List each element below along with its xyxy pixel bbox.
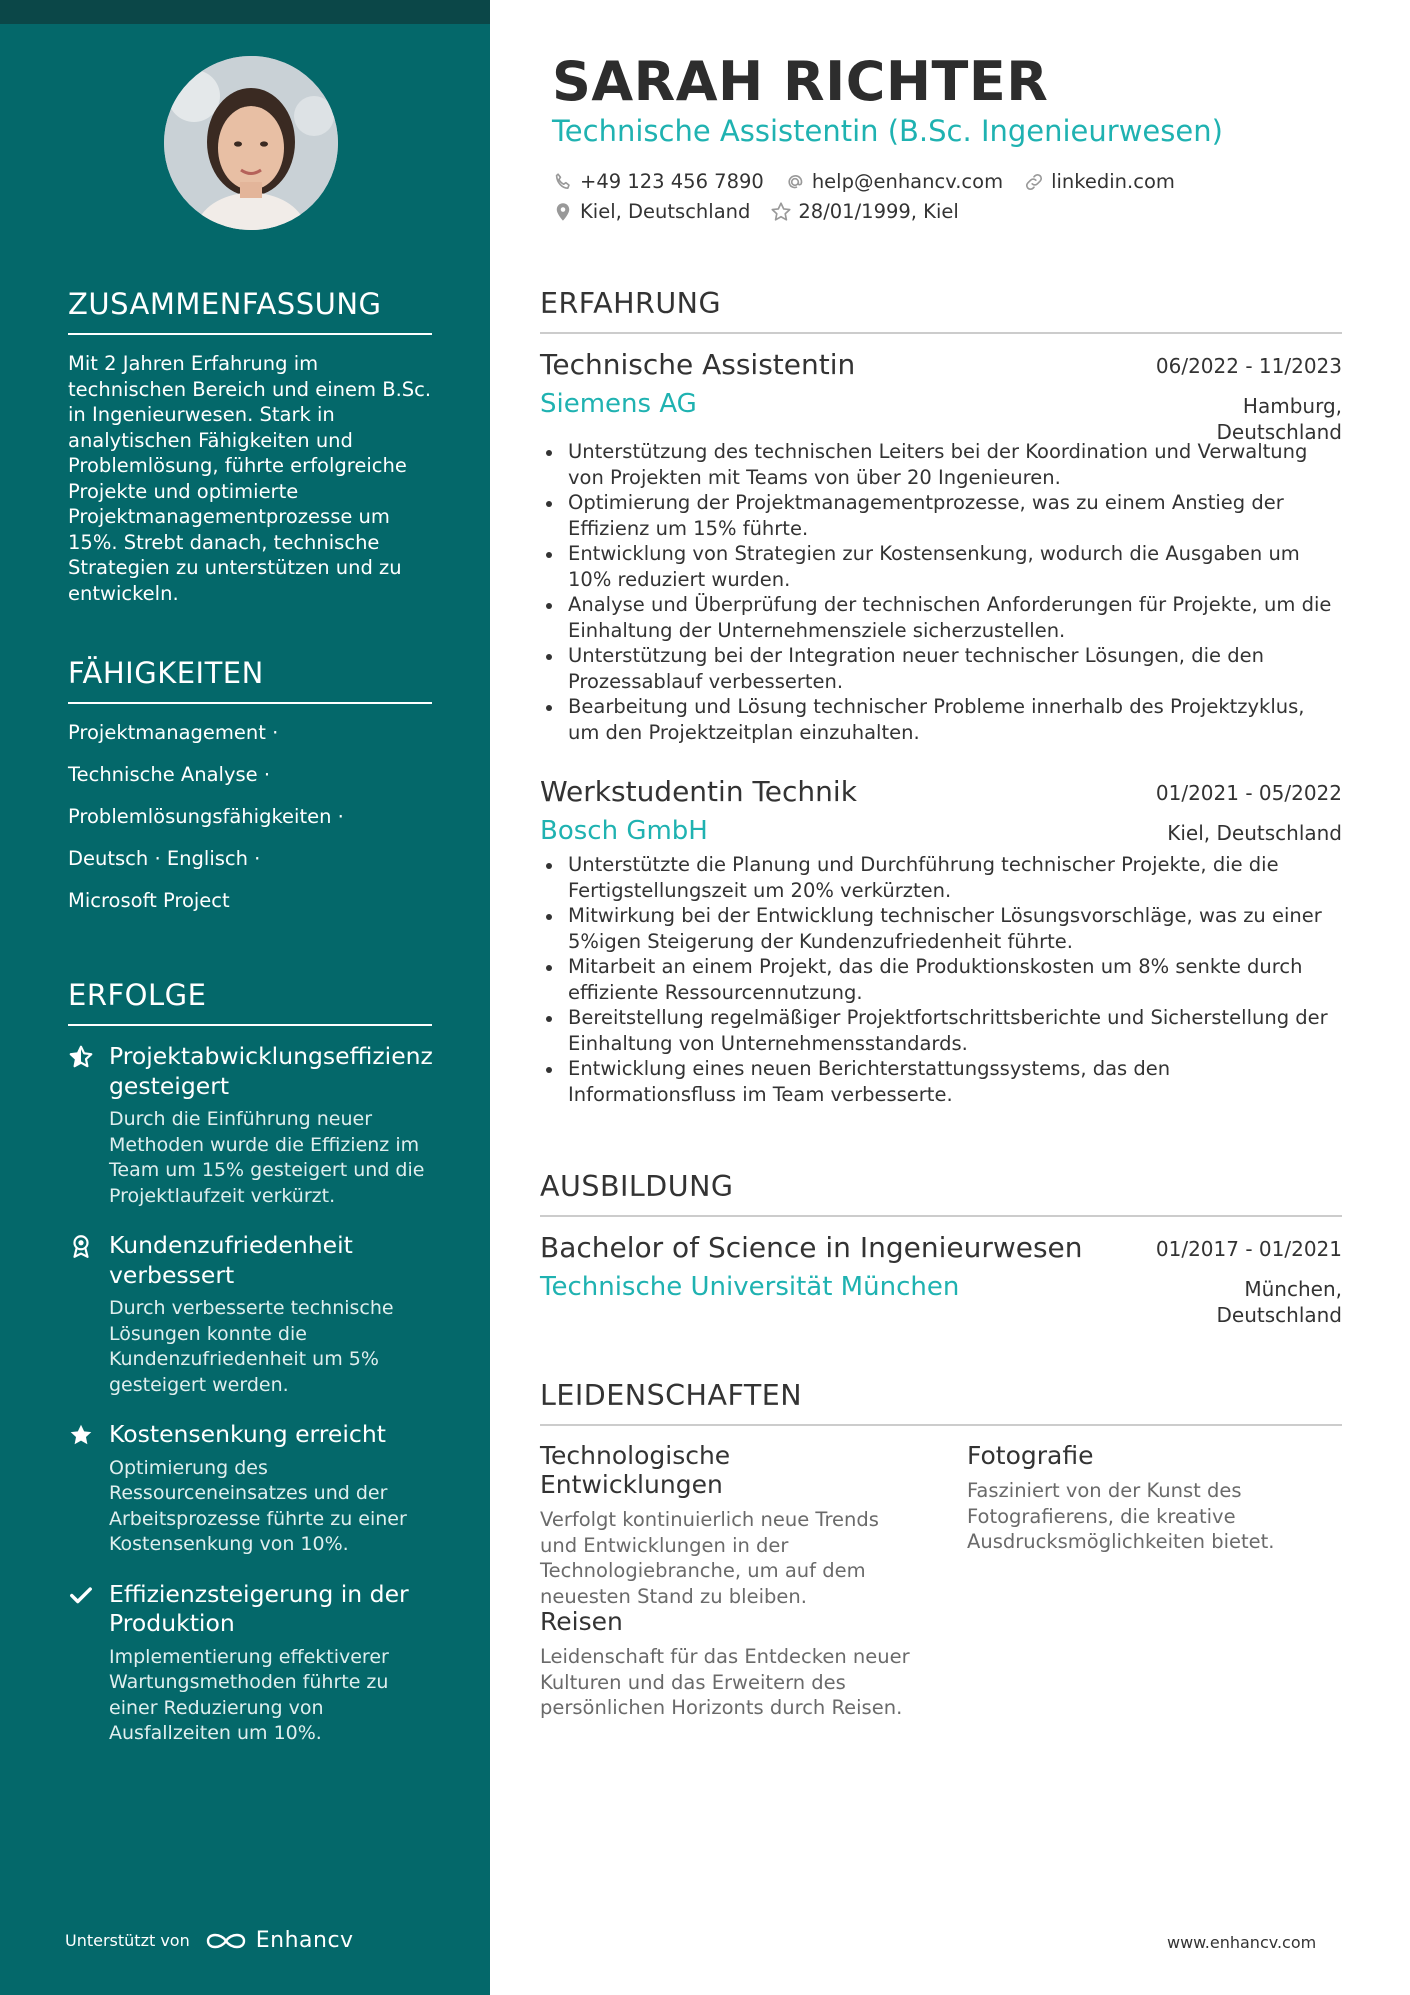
achievement-desc: Durch die Einführung neuer Methoden wurde die Effizienz im Team um 15% gesteigert und die Projektlaufzeit verkürzt. — [109, 1108, 425, 1207]
job-bullet: Mitarbeit an einem Projekt, das die Produktionskosten um 8% senkte durch effiziente Ressourcennutzung. — [540, 954, 1342, 1005]
skills-heading: FÄHIGKEITEN — [68, 656, 432, 704]
email-text: help@enhancv.com — [811, 170, 1004, 193]
phone-text: +49 123 456 7890 — [580, 170, 764, 193]
education-entry — [540, 1231, 1342, 1327]
job-title: Werkstudentin Technik — [540, 775, 857, 808]
job-bullets — [540, 439, 1342, 745]
job-date: 06/2022 - 11/2023 — [1155, 354, 1342, 378]
at-sign-icon — [784, 171, 806, 193]
achievements-heading: ERFOLGE — [68, 978, 432, 1026]
birth-text: 28/01/1999, Kiel — [798, 200, 959, 223]
job-location — [1217, 394, 1343, 445]
location-pin-icon — [552, 201, 574, 223]
achievements-list — [68, 1042, 432, 1747]
experience-entry — [540, 775, 1342, 1107]
job-location-line: Kiel, Deutschland — [1167, 821, 1342, 845]
skills-section — [68, 656, 432, 930]
star-icon — [68, 1422, 94, 1448]
skill-item: Technische Analyse · — [68, 763, 271, 786]
achievement-title: Effizienzsteigerung in der Produktion — [109, 1579, 409, 1637]
star-half-icon — [68, 1044, 94, 1070]
skills-list — [68, 720, 432, 930]
powered-by-label: Unterstützt von — [65, 1931, 190, 1950]
passion-title: Technologische Entwicklungen — [540, 1441, 731, 1499]
achievement-title: Kundenzufriedenheit verbessert — [109, 1231, 353, 1289]
summary-section — [68, 287, 432, 606]
skill-item: Problemlösungsfähigkeiten · — [68, 805, 344, 828]
skill-item: Projektmanagement · — [68, 721, 279, 744]
education-section — [540, 1170, 1342, 1327]
job-company: Bosch GmbH — [540, 816, 708, 846]
education-date: 01/2017 - 01/2021 — [1155, 1237, 1342, 1261]
job-bullet: Bearbeitung und Lösung technischer Probleme innerhalb des Projektzyklus, um den Projektzeitplan einzuhalten. — [540, 694, 1342, 745]
degree-title: Bachelor of Science in Ingenieurwesen — [540, 1231, 1083, 1264]
job-bullet: Bereitstellung regelmäßiger Projektfortschrittsberichte und Sicherstellung der Einhaltung von Unternehmensstandards. — [540, 1005, 1342, 1056]
school-name: Technische Universität München — [540, 1272, 960, 1302]
job-location-line: Deutschland — [1216, 419, 1342, 444]
award-ribbon-icon — [68, 1233, 94, 1259]
checkmark-icon — [68, 1582, 94, 1608]
experience-entry — [540, 348, 1342, 745]
achievement-item — [68, 1580, 432, 1747]
linkedin-contact[interactable] — [1023, 170, 1175, 193]
education-location-line: Deutschland — [1216, 1302, 1342, 1327]
passion-desc: Fasziniert von der Kunst des Fotografierens, die kreative Ausdrucksmöglichkeiten bietet. — [967, 1479, 1275, 1553]
achievements-section — [68, 978, 432, 1769]
passion-desc: Leidenschaft für das Entdecken neuer Kulturen und das Erweitern des persönlichen Horizonts durch Reisen. — [540, 1645, 910, 1719]
achievement-desc: Implementierung effektiverer Wartungsmethoden führte zu einer Reduzierung von Ausfallzeiten um 10%. — [109, 1645, 389, 1744]
passion-title: Fotografie — [967, 1441, 1094, 1470]
phone-icon — [552, 171, 574, 193]
job-company: Siemens AG — [540, 389, 697, 419]
job-location — [1167, 821, 1342, 847]
passions-section — [540, 1379, 1342, 1426]
achievement-desc: Durch verbesserte technische Lösungen konnte die Kundenzufriedenheit um 5% gesteigert werden. — [109, 1297, 394, 1396]
linkedin-text: linkedin.com — [1051, 170, 1175, 193]
contact-row-2 — [552, 200, 979, 223]
achievement-title: Projektabwicklungseffizienz gesteigert — [109, 1042, 433, 1100]
passion-title: Reisen — [540, 1607, 623, 1636]
job-bullet: Entwicklung eines neuen Berichterstattungssystems, das den Informationsfluss im Team verbesserte. — [540, 1056, 1342, 1107]
enhancv-logo-icon — [204, 1929, 248, 1953]
achievement-item — [68, 1042, 432, 1209]
passion-item — [540, 1607, 910, 1721]
job-bullet: Unterstützung des technischen Leiters bei der Koordination und Verwaltung von Projekten mit Teams von über 20 Ingenieuren. — [540, 439, 1342, 490]
achievement-item — [68, 1420, 432, 1558]
sidebar — [0, 0, 490, 1995]
achievement-item — [68, 1231, 432, 1398]
job-location-line: Hamburg, — [1242, 394, 1342, 418]
skill-item: Deutsch · Englisch · — [68, 847, 261, 870]
education-location — [1217, 1277, 1343, 1328]
phone-contact[interactable] — [552, 170, 764, 193]
experience-heading: ERFAHRUNG — [540, 287, 1342, 334]
enhancv-logo[interactable] — [204, 1928, 354, 1953]
candidate-headline: Technische Assistentin (B.Sc. Ingenieurwesen) — [552, 114, 1223, 148]
location-text: Kiel, Deutschland — [580, 200, 751, 223]
contact-row-1 — [552, 170, 1195, 193]
summary-text: Mit 2 Jahren Erfahrung im technischen Bereich und einem B.Sc. in Ingenieurwesen. Stark in analytischen Fähigkeiten und Problemlösung, führte erfolgreiche Projekte und optimierte Projektmanagementprozesse um 15%. Strebt danach, technische Strategien zu unterstützen und zu entwickeln. — [68, 352, 432, 605]
job-date: 01/2021 - 05/2022 — [1155, 781, 1342, 805]
achievement-title: Kostensenkung erreicht — [109, 1420, 386, 1448]
job-bullet: Unterstützte die Planung und Durchführung technischer Projekte, die die Fertigstellungszeit um 20% verkürzten. — [540, 852, 1342, 903]
job-bullet: Mitwirkung bei der Entwicklung technischer Lösungsvorschläge, was zu einer 5%igen Steigerung der Kundenzufriedenheit führte. — [540, 903, 1342, 954]
birth-contact — [770, 200, 958, 223]
education-heading: AUSBILDUNG — [540, 1170, 1342, 1217]
sidebar-top-bar — [0, 0, 490, 24]
job-bullet: Unterstützung bei der Integration neuer technischer Lösungen, die den Prozessablauf verbesserten. — [540, 643, 1342, 694]
skill-item: Microsoft Project — [68, 889, 230, 912]
job-bullet: Analyse und Überprüfung der technischen Anforderungen für Projekte, um die Einhaltung der Unternehmensziele sicherzustellen. — [540, 592, 1342, 643]
passion-desc: Verfolgt kontinuierlich neue Trends und Entwicklungen in der Technologiebranche, um auf dem neuesten Stand zu bleiben. — [540, 1508, 879, 1608]
job-bullets — [540, 852, 1342, 1107]
education-location-line: München, — [1244, 1277, 1342, 1301]
link-icon — [1023, 171, 1045, 193]
job-title: Technische Assistentin — [540, 348, 856, 381]
achievement-desc: Optimierung des Ressourceneinsatzes und der Arbeitsprozesse führte zu einer Kostensenkung von 10%. — [109, 1456, 407, 1555]
powered-by — [65, 1928, 354, 1953]
star-outline-icon — [770, 201, 792, 223]
passions-heading: LEIDENSCHAFTEN — [540, 1379, 1342, 1426]
passion-item — [967, 1441, 1337, 1555]
email-contact[interactable] — [784, 170, 1003, 193]
enhancv-logo-text: Enhancv — [255, 1928, 354, 1953]
candidate-name: SARAH RICHTER — [552, 50, 1049, 113]
location-contact — [552, 200, 750, 223]
site-url[interactable]: www.enhancv.com — [1167, 1933, 1317, 1952]
job-bullet: Optimierung der Projektmanagementprozesse, was zu einem Anstieg der Effizienz um 15% führte. — [540, 490, 1342, 541]
avatar — [164, 56, 338, 230]
passion-item — [540, 1441, 910, 1609]
summary-heading: ZUSAMMENFASSUNG — [68, 287, 432, 335]
job-bullet: Entwicklung von Strategien zur Kostensenkung, wodurch die Ausgaben um 10% reduziert wurden. — [540, 541, 1342, 592]
experience-section — [540, 287, 1342, 1107]
